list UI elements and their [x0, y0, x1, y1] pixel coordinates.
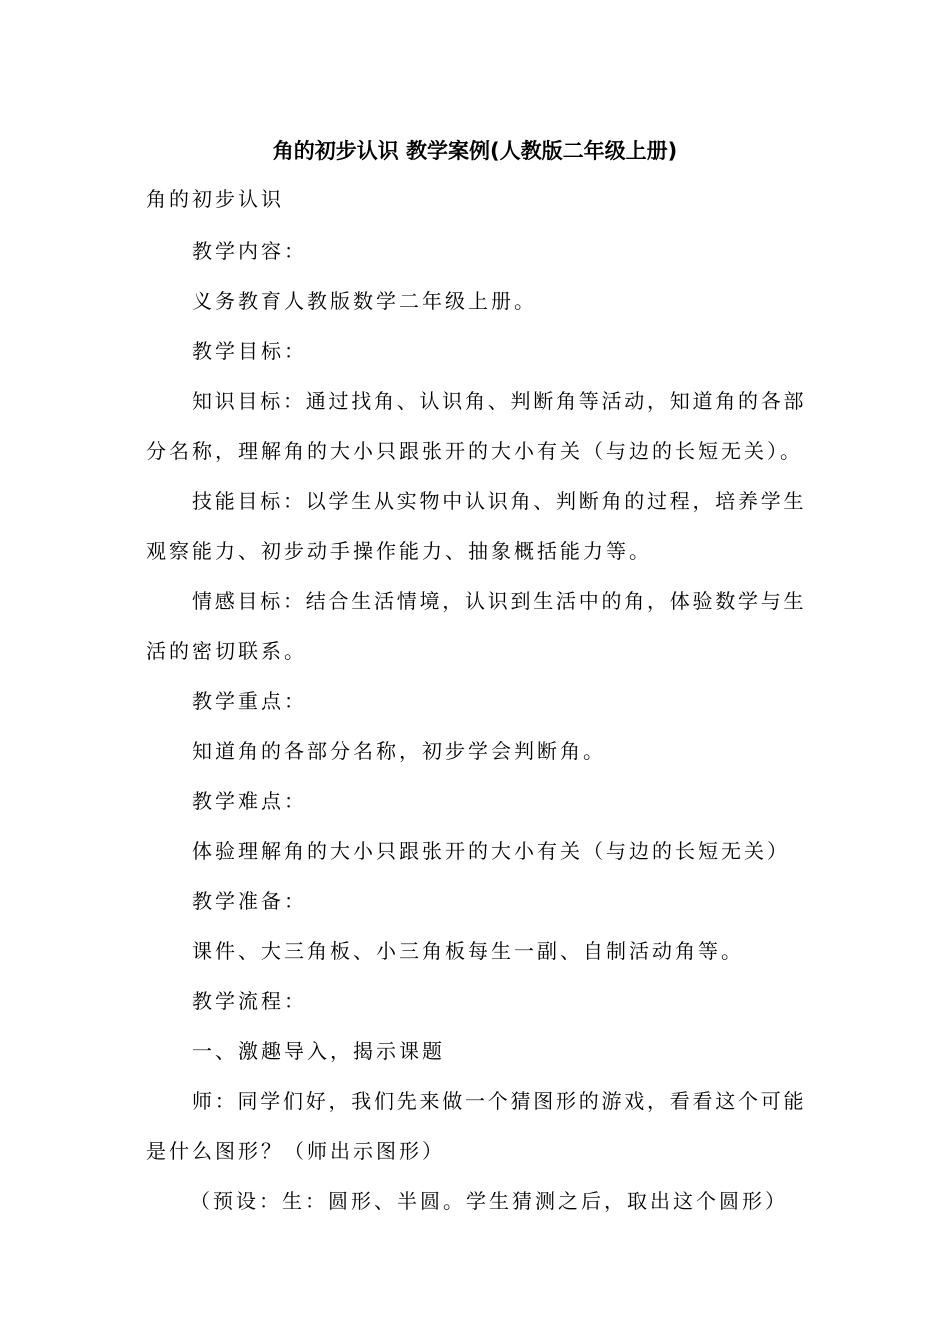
teacher-dialogue-line-2: 是什么图形？（师出示图形） — [146, 1139, 445, 1163]
preset-response: （预设：生：圆形、半圆。学生猜测之后，取出这个圆形） — [190, 1189, 788, 1213]
content-text: 义务教育人教版数学二年级上册。 — [192, 289, 537, 313]
skill-objective-line-1: 技能目标：以学生从实物中认识角、判断角的过程，培养学生 — [192, 489, 807, 513]
preparation-heading: 教学准备： — [192, 889, 307, 913]
knowledge-objective-line-2: 分名称，理解角的大小只跟张开的大小有关（与边的长短无关）。 — [146, 439, 803, 463]
knowledge-objective-line-1: 知识目标：通过找角、认识角、判断角等活动，知道角的各部 — [192, 389, 807, 413]
key-point-heading: 教学重点： — [192, 689, 307, 713]
teacher-dialogue-line-1: 师：同学们好，我们先来做一个猜图形的游戏，看看这个可能 — [192, 1089, 807, 1113]
document-title: 角的初步认识 教学案例(人教版二年级上册) — [272, 139, 678, 163]
lesson-name-line: 角的初步认识 — [146, 187, 284, 211]
skill-objective-line-2: 观察能力、初步动手操作能力、抽象概括能力等。 — [146, 539, 652, 563]
difficulty-heading: 教学难点： — [192, 789, 307, 813]
content-heading: 教学内容： — [192, 239, 307, 263]
process-heading: 教学流程： — [192, 989, 307, 1013]
preparation-text: 课件、大三角板、小三角板每生一副、自制活动角等。 — [192, 939, 744, 963]
section-one-heading: 一、激趣导入，揭示课题 — [192, 1039, 445, 1063]
emotion-objective-line-1: 情感目标：结合生活情境，认识到生活中的角，体验数学与生 — [192, 589, 807, 613]
emotion-objective-line-2: 活的密切联系。 — [146, 639, 307, 663]
objectives-heading: 教学目标： — [192, 339, 307, 363]
key-point-text: 知道角的各部分名称，初步学会判断角。 — [192, 739, 606, 763]
difficulty-text: 体验理解角的大小只跟张开的大小有关（与边的长短无关） — [192, 839, 790, 863]
